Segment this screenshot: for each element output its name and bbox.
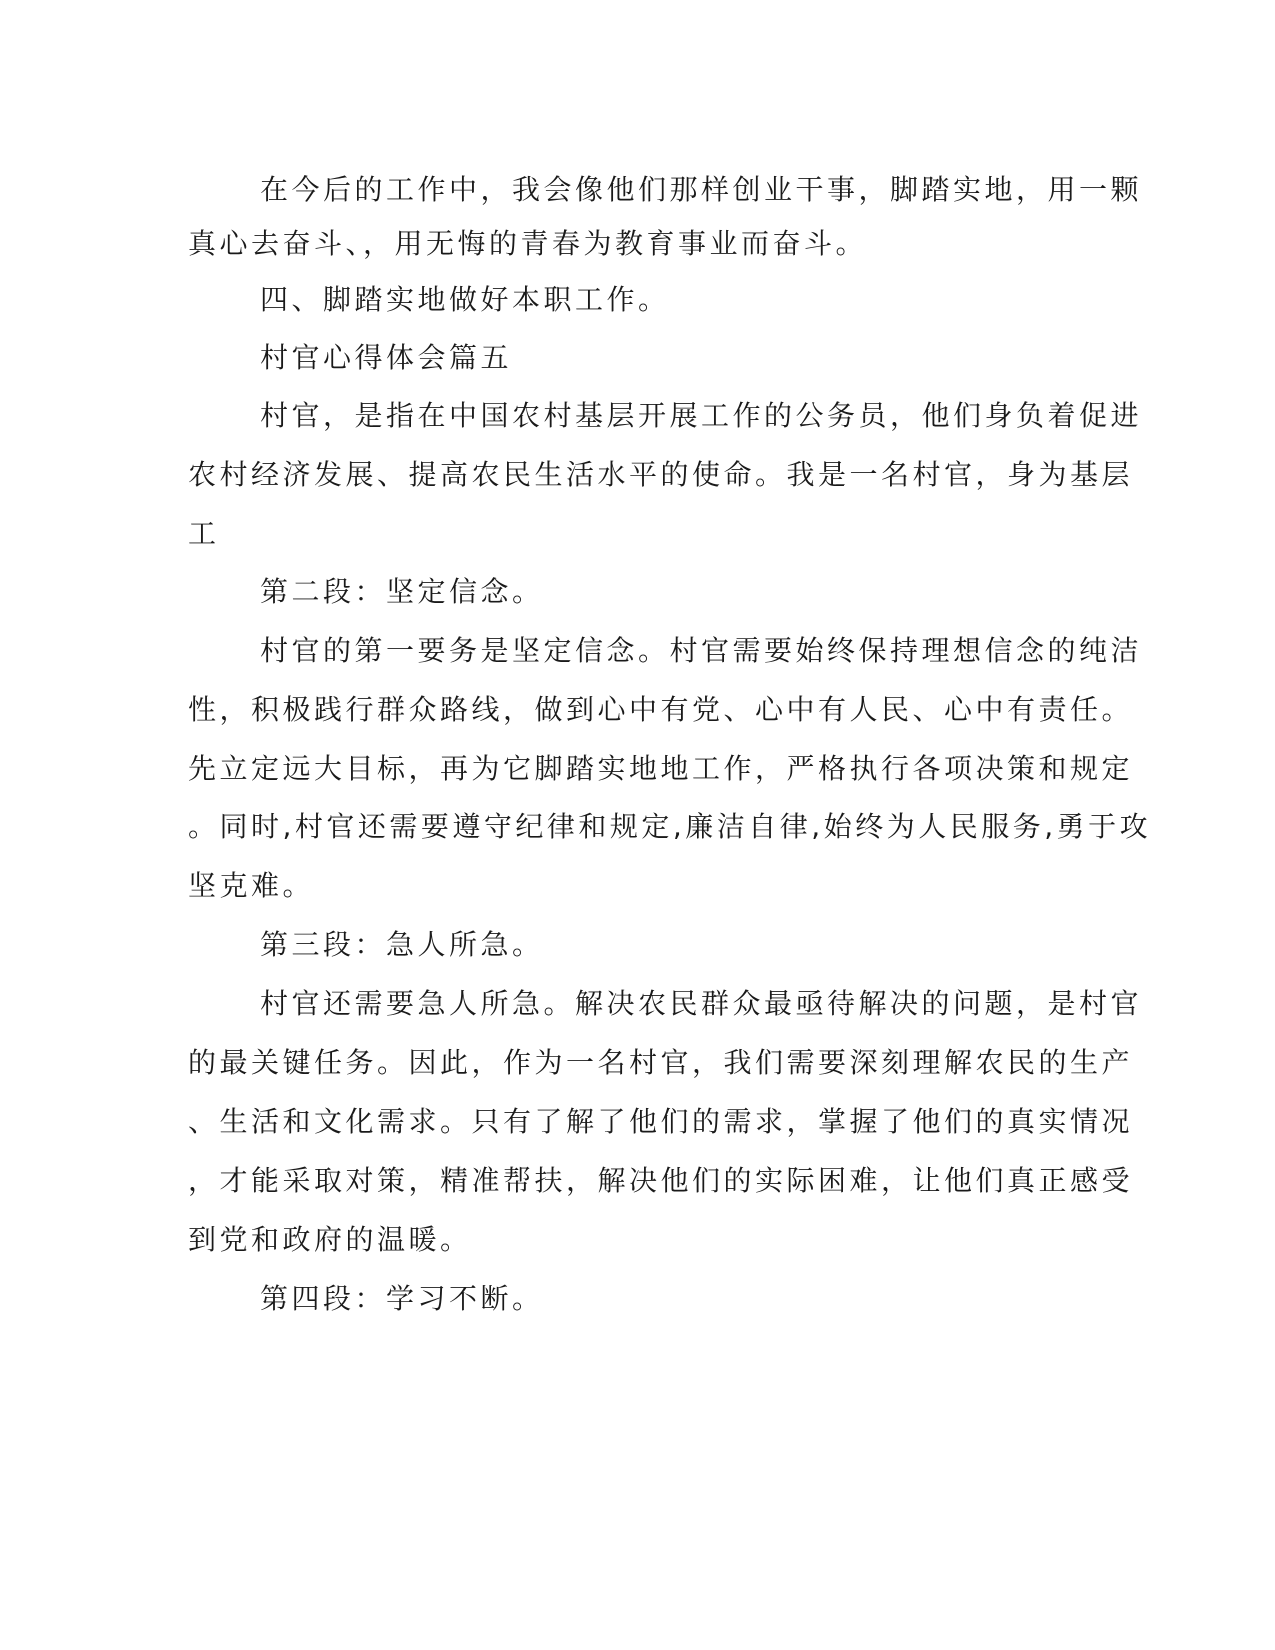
text-line: ，才能采取对策，精准帮扶，解决他们的实际困难，让他们真正感受 — [188, 1164, 1134, 1197]
text-line: 先立定远大目标，再为它脚踏实地地工作，严格执行各项决策和规定 — [188, 752, 1134, 785]
text-line: 农村经济发展、提高农民生活水平的使命。我是一名村官，身为基层 — [188, 458, 1134, 491]
article-title: 村官心得体会篇五 — [260, 341, 513, 374]
text-line: 。同时,村官还需要遵守纪律和规定,廉洁自律,始终为人民服务,勇于攻 — [188, 810, 1152, 843]
text-line: 在今后的工作中，我会像他们那样创业干事，脚踏实地，用一颗 — [260, 173, 1143, 206]
text-line: 村官，是指在中国农村基层开展工作的公务员，他们身负着促进 — [260, 399, 1143, 432]
section-heading: 第四段：学习不断。 — [260, 1282, 544, 1315]
text-line: 坚克难。 — [188, 869, 315, 902]
text-line: 工 — [188, 517, 220, 550]
text-line: 、生活和文化需求。只有了解了他们的需求，掌握了他们的真实情况 — [188, 1105, 1134, 1138]
text-line: 的最关键任务。因此，作为一名村官，我们需要深刻理解农民的生产 — [188, 1046, 1134, 1079]
text-line: 真心去奋斗、，用无悔的青春为教育事业而奋斗。 — [188, 227, 868, 260]
text-line: 村官的第一要务是坚定信念。村官需要始终保持理想信念的纯洁 — [260, 634, 1143, 667]
text-line: 村官还需要急人所急。解决农民群众最亟待解决的问题，是村官 — [260, 987, 1143, 1020]
text-line: 到党和政府的温暖。 — [188, 1223, 472, 1256]
text-line: 性，积极践行群众路线，做到心中有党、心中有人民、心中有责任。 — [188, 693, 1134, 726]
section-heading: 第三段：急人所急。 — [260, 928, 544, 961]
section-heading: 四、脚踏实地做好本职工作。 — [260, 283, 670, 316]
section-heading: 第二段：坚定信念。 — [260, 575, 544, 608]
